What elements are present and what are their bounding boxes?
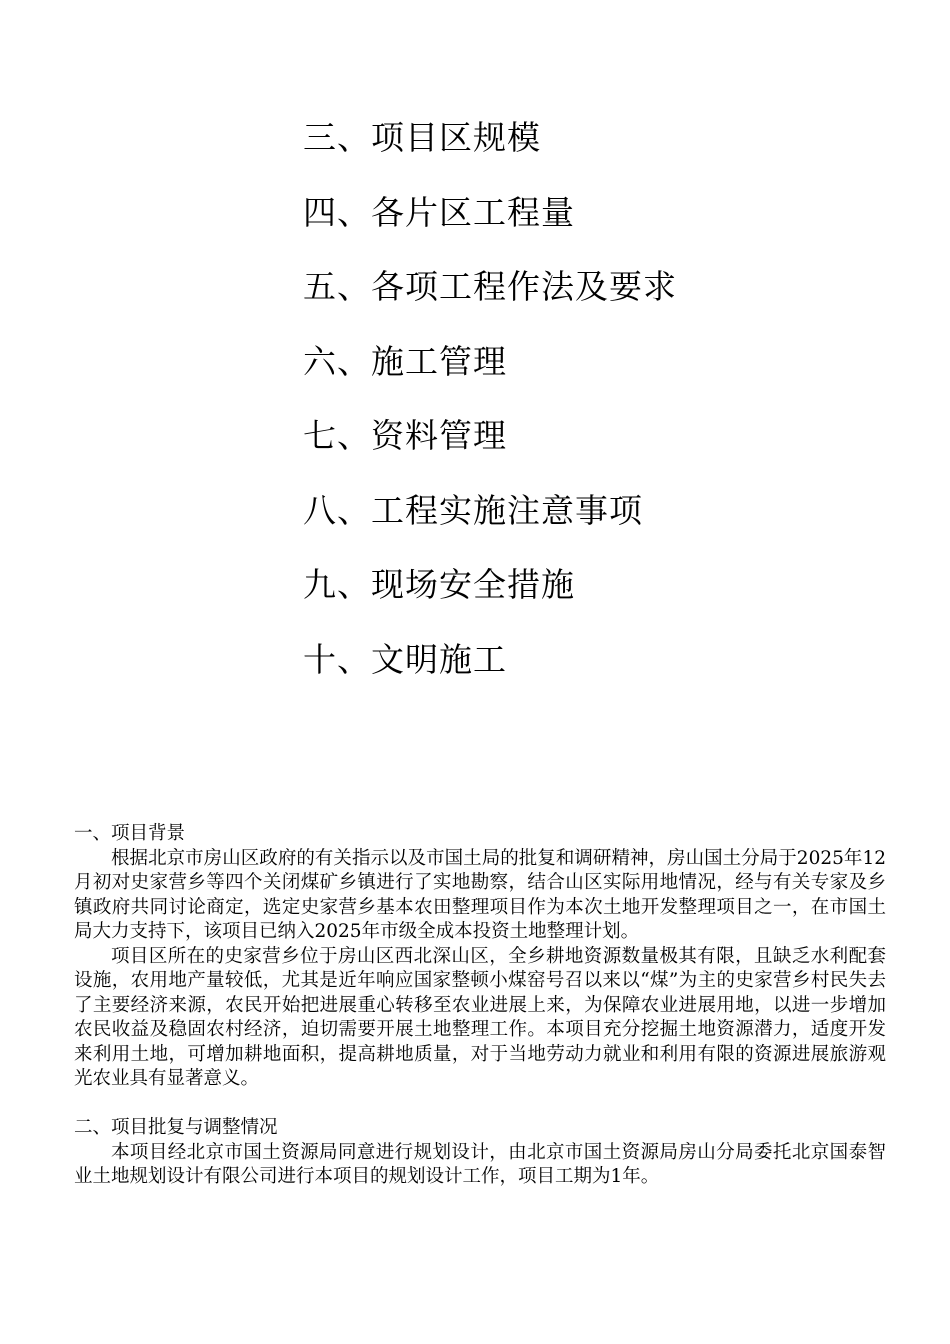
toc-item-safety: 九、现场安全措施 bbox=[303, 565, 575, 604]
paragraph-background-1: 根据北京市房山区政府的有关指示以及市国土局的批复和调研精神，房山国土分局于2025年12月初对史家营乡等四个关闭煤矿乡镇进行了实地勘察，结合山区实际用地情况，经与有关专家及乡镇政府共同讨论商定，选定史家营乡基本农田整理项目作为本次土地开发整理项目之一，在市国土局大力支持下，该项目已纳入2025年市级全成本投资土地整理计划。 bbox=[74, 847, 886, 942]
toc-item-methods: 五、各项工程作法及要求 bbox=[303, 267, 677, 306]
paragraph-background-2: 项目区所在的史家营乡位于房山区西北深山区，全乡耕地资源数量极其有限，且缺乏水利配套设施，农用地产量较低，尤其是近年响应国家整顿小煤窑号召以来以“煤”为主的史家营乡村民失去了主要经济来源，农民开始把进展重心转移至农业进展上来，为保障农业进展用地，以进一步增加农民收益及稳固农村经济，迫切需要开展土地整理工作。本项目充分挖掘土地资源潜力，适度开发来利用土地，可增加耕地面积，提高耕地质量，对于当地劳动力就业和利用有限的资源进展旅游观光农业具有显著意义。 bbox=[74, 945, 886, 1089]
toc-item-precautions: 八、工程实施注意事项 bbox=[303, 490, 643, 530]
spacer bbox=[74, 1092, 886, 1117]
toc-item-civilized-construction: 十、文明施工 bbox=[303, 639, 507, 679]
paragraph-approval-1: 本项目经北京市国土资源局同意进行规划设计，由北京市国土资源局房山分局委托北京国泰智业土地规划设计有限公司进行本项目的规划设计工作，项目工期为1年。 bbox=[74, 1141, 886, 1187]
toc-item-construction-management: 六、施工管理 bbox=[303, 341, 507, 381]
section-heading-approval: 二、项目批复与调整情况 bbox=[74, 1117, 278, 1138]
section-heading-background: 一、项目背景 bbox=[74, 823, 186, 844]
toc-item-scale: 三、项目区规模 bbox=[303, 118, 541, 157]
document-body bbox=[74, 822, 886, 1190]
table-of-contents bbox=[303, 101, 677, 697]
toc-item-quantities: 四、各片区工程量 bbox=[303, 192, 575, 232]
toc-item-document-management: 七、资料管理 bbox=[303, 416, 507, 455]
